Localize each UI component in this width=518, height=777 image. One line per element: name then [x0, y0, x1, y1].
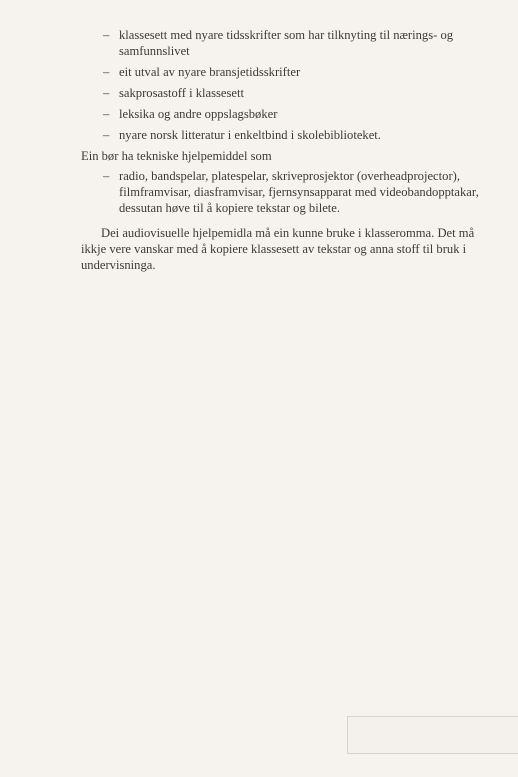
list-dash: –	[103, 28, 110, 42]
list-item-text: eit utval av nyare bransjetidsskrifter	[119, 65, 301, 79]
list-dash: –	[103, 128, 110, 142]
list-dash: –	[103, 86, 110, 100]
resource-list	[101, 27, 493, 143]
list-item	[101, 127, 493, 143]
list-item	[101, 106, 493, 122]
list-item-text: leksika og andre oppslagsbøker	[119, 107, 278, 121]
corner-box	[347, 716, 518, 754]
list-item-text: nyare norsk litteratur i enkeltbind i skolebiblioteket.	[119, 128, 381, 142]
list-dash: –	[103, 65, 110, 79]
list-dash: –	[103, 169, 110, 183]
list-dash: –	[103, 107, 110, 121]
list-item	[101, 64, 493, 80]
list-item	[101, 168, 493, 216]
list-item-text: sakprosastoff i klassesett	[119, 86, 244, 100]
intro-text: Ein bør ha tekniske hjelpemiddel som	[81, 149, 272, 163]
paragraph: Dei audiovisuelle hjelpemidla må ein kunne bruke i klasseromma. Det må ikkje vere vanskar med å kopiere klassesett av tekstar og anna stoff til bruk i undervisninga.	[81, 226, 475, 272]
list-item	[101, 85, 493, 101]
equipment-list	[101, 168, 493, 216]
list-item-text: radio, bandspelar, platespelar, skriveprosjektor (overheadprojector), filmframvisar, diasframvisar, fjernsynsapparat med videobandopptakar, dessutan høve til å kopiere tekstar og bilete.	[119, 169, 479, 215]
body-text	[81, 27, 493, 273]
list-item	[101, 27, 493, 59]
list-item-text: klassesett med nyare tidsskrifter som har tilknyting til nærings- og samfunnslivet	[119, 28, 454, 58]
